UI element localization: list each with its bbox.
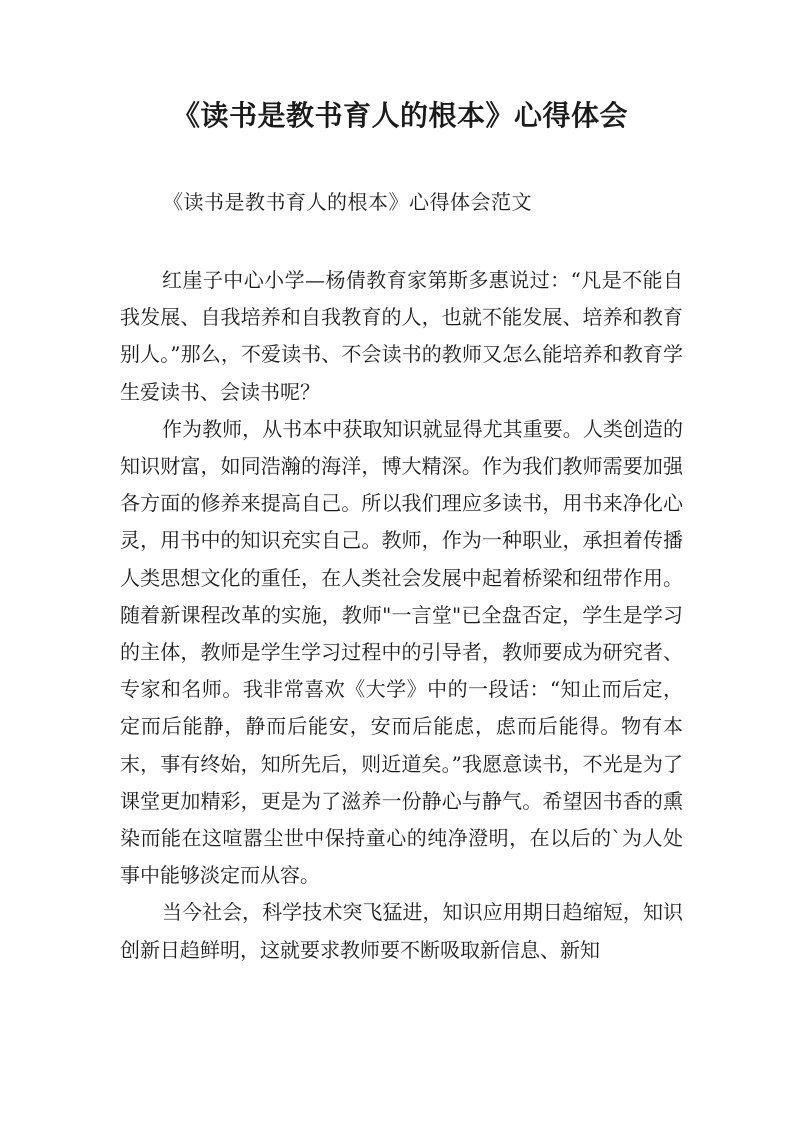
document-title: 《读书是教书育人的根本》心得体会 (171, 99, 628, 132)
paragraph: 红崖子中心小学—杨倩教育家第斯多惠说过：“凡是不能自我发展、自我培养和自我教育的人，也就不能发展、培养和教育别人。”那么，不爱读书、不会读书的教师又怎么能培养和教育学生爱读书、会读书呢？ (120, 268, 683, 404)
document-subtitle: 《读书是教书育人的根本》心得体会范文 (163, 190, 532, 214)
paragraph: 当今社会，科学技术突飞猛进，知识应用期日趋缩短，知识创新日趋鲜明，这就要求教师要不断吸取新信息、新知 (120, 900, 683, 962)
document-body (120, 262, 683, 969)
paragraph: 作为教师，从书本中获取知识就显得尤其重要。人类创造的知识财富，如同浩瀚的海洋，博大精深。作为我们教师需要加强各方面的修养来提高自己。所以我们理应多读书，用书来净化心灵，用书中的知识充实自己。教师，作为一种职业，承担着传播人类思想文化的重任，在人类社会发展中起着桥梁和纽带作用。随着新课程改革的实施，教师"一言堂"已全盘否定，学生是学习的主体，教师是学生学习过程中的引导者，教师要成为研究者、专家和名师。我非常喜欢《大学》中的一段话：“知止而后定，定而后能静，静而后能安，安而后能虑，虑而后能得。物有本末，事有终始，知所先后，则近道矣。”我愿意读书，不光是为了课堂更加精彩，更是为了滋养一份静心与静气。希望因书香的熏染而能在这喧嚣尘世中保持童心的纯净澄明，在以后的`为人处事中能够淡定而从容。 (120, 416, 683, 888)
